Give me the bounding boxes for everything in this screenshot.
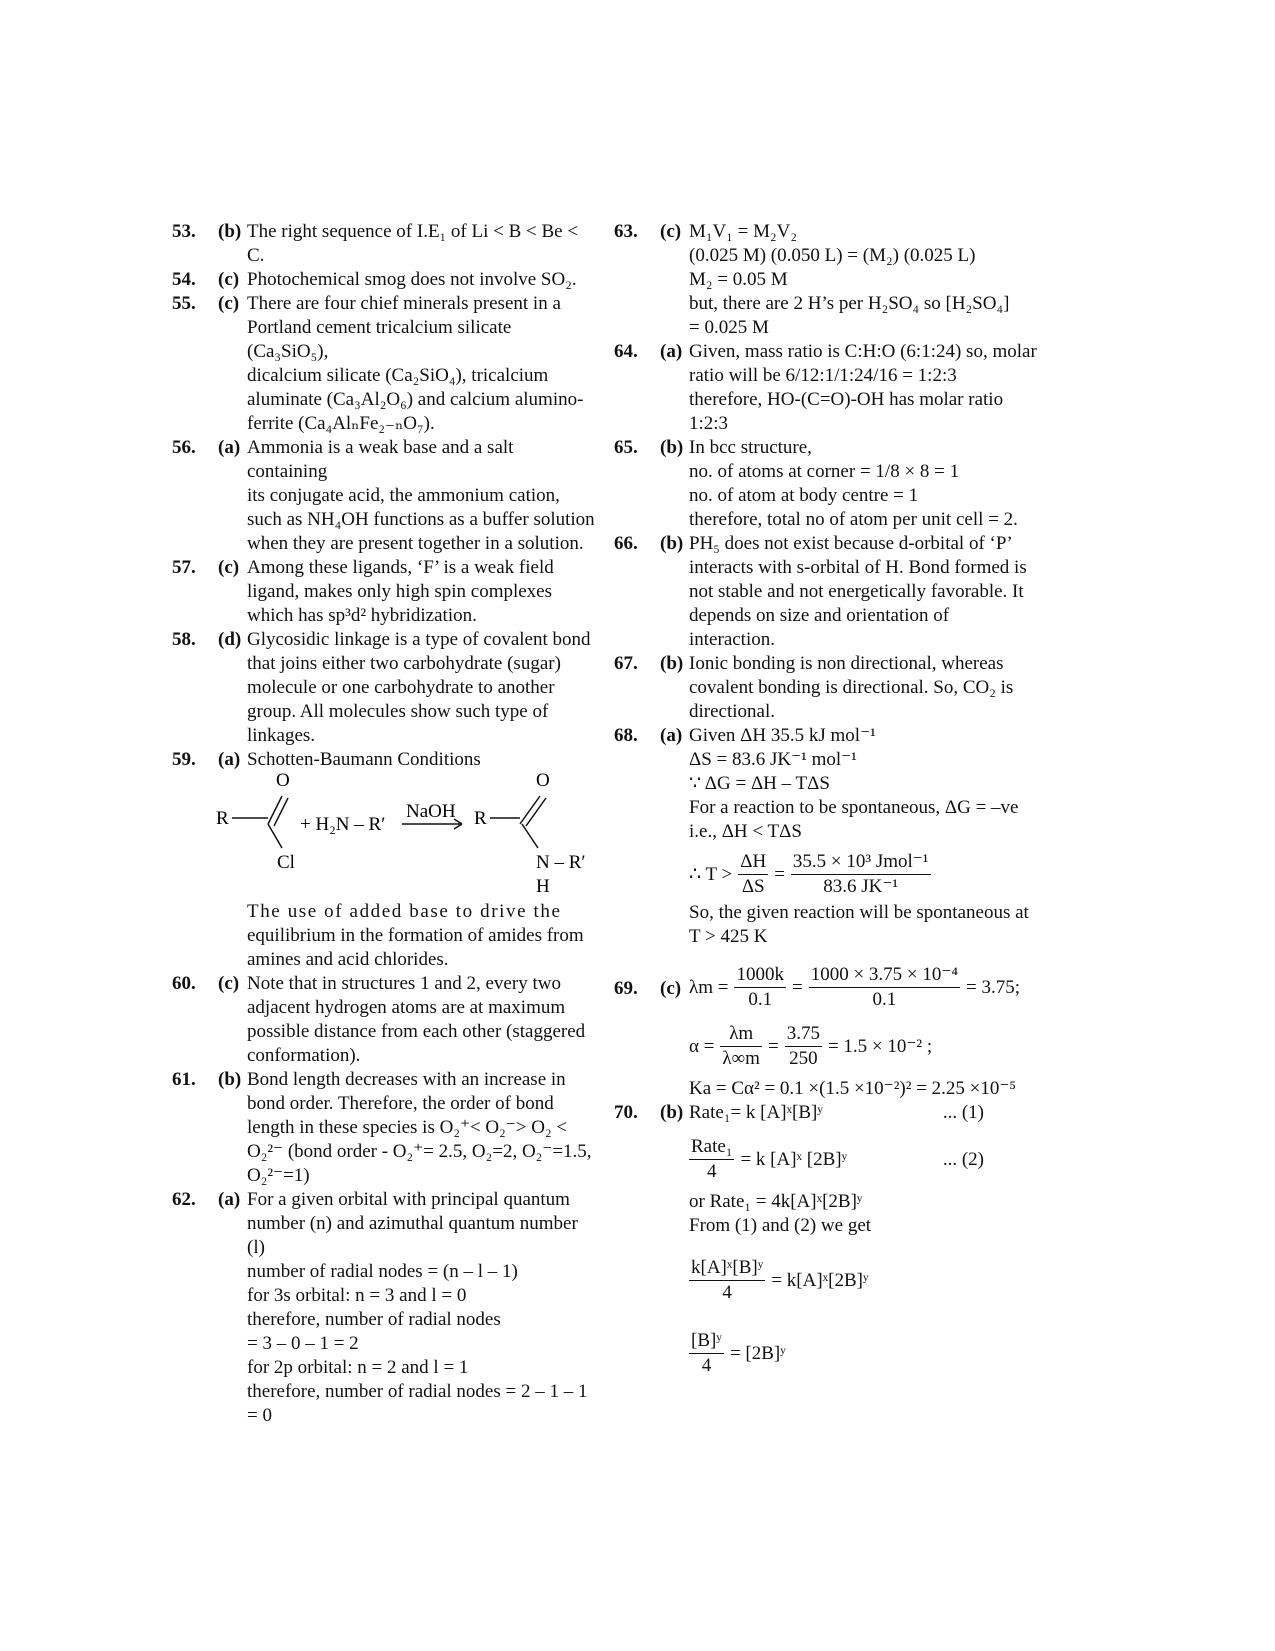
question-item: [172, 1068, 596, 1188]
text-line: or Rate₁ = 4k[A]ˣ[2B]ʸ: [689, 1191, 863, 1212]
math-text: = [2B]ʸ: [729, 1342, 786, 1364]
answer-explanation: [216, 748, 596, 972]
text-line: linkages.: [247, 725, 316, 746]
bond-line: [268, 824, 282, 848]
text-line: interaction.: [689, 629, 775, 650]
answer-explanation: [247, 268, 596, 292]
bond-line: [522, 824, 538, 848]
question-number: 64.: [614, 341, 638, 362]
spacer: [689, 1012, 1044, 1022]
answer-option: (c): [218, 269, 240, 290]
text-line: i.e., ΔH < TΔS: [689, 821, 802, 842]
denominator: 250: [789, 1048, 818, 1069]
numerator: k[A]ˣ[B]ʸ: [689, 1256, 765, 1281]
question-item: [172, 1188, 596, 1428]
question-item: [172, 556, 596, 628]
answer-option: (c): [660, 978, 682, 999]
question-number: 65.: [614, 437, 638, 458]
double-bond: [268, 796, 282, 824]
question-item: [614, 724, 1044, 949]
text-line: Ammonia is a weak base and a salt containing: [247, 437, 514, 482]
question-number: 67.: [614, 653, 638, 674]
text-line: ligand, makes only high spin complexes: [247, 581, 553, 602]
text-line: M₁V₁ = M₂V₂: [689, 221, 797, 242]
text-line: In bcc structure,: [689, 437, 812, 458]
numerator: 1000k: [734, 963, 786, 988]
fraction: [734, 963, 786, 1012]
denominator: λ∞m: [722, 1048, 760, 1069]
answer-explanation: [689, 1101, 1044, 1378]
answer-explanation: [689, 532, 1044, 652]
question-number: 61.: [172, 1069, 196, 1090]
text-line: its conjugate acid, the ammonium cation,: [247, 485, 560, 506]
answer-option: (d): [218, 629, 242, 650]
amide-nitrogen-label: N – R′: [536, 852, 586, 873]
text-line: Bond length decreases with an increase in: [247, 1069, 566, 1090]
text-line: O₂²⁻=1): [247, 1165, 310, 1186]
text-line: = 0: [247, 1405, 272, 1426]
answer-explanation: [247, 436, 596, 556]
math-text: =: [774, 863, 785, 885]
math-text: = k [A]ˣ [2B]ʸ: [740, 1148, 848, 1170]
question-item: [614, 436, 1044, 532]
text-line: not stable and not energetically favorable. It: [689, 581, 1024, 602]
text-line: that joins either two carbohydrate (sugar): [247, 653, 561, 674]
right-column: [614, 220, 1044, 1378]
text-line: interacts with s-orbital of H. Bond formed is: [689, 557, 1027, 578]
answer-explanation: [247, 972, 596, 1068]
denominator: ΔS: [741, 876, 765, 897]
text-line: ∵ ΔG = ΔH – TΔS: [689, 773, 830, 794]
text-line: = 3 – 0 – 1 = 2: [247, 1333, 359, 1354]
fraction: [689, 1256, 765, 1305]
reaction-scheme: [172, 772, 596, 900]
answer-explanation: [247, 1068, 596, 1188]
answer-option: (c): [218, 293, 240, 314]
text-line: no. of atom at body centre = 1: [689, 485, 919, 506]
answer-explanation: [247, 292, 596, 436]
text-line: Given, mass ratio is C:H:O (6:1:24) so, molar: [689, 341, 1037, 362]
text-line: T > 425 K: [689, 926, 768, 947]
text-line: conformation).: [247, 1045, 361, 1066]
answer-explanation: [689, 652, 1044, 724]
answer-explanation: [247, 1188, 596, 1428]
answer-explanation: [689, 220, 1044, 340]
question-number: 70.: [614, 1102, 638, 1123]
text-line: Among these ligands, ‘F’ is a weak field: [247, 557, 554, 578]
left-column: [172, 220, 596, 1428]
text-line: PH₅ does not exist because d-orbital of ‘P’: [689, 533, 1013, 554]
spacer: [689, 1238, 1044, 1256]
molar-conductivity-equation: [689, 963, 1044, 1012]
answer-option: (b): [660, 1102, 684, 1123]
question-number: 57.: [172, 557, 196, 578]
text-line: molecule or one carbohydrate to another: [247, 677, 555, 698]
text-line: when they are present together in a solution.: [247, 533, 584, 554]
numerator: λm: [720, 1022, 762, 1047]
denominator: 4: [706, 1161, 717, 1182]
math-text: λm =: [689, 976, 729, 998]
question-item: [614, 652, 1044, 724]
oxygen-label: O: [536, 772, 550, 791]
question-item: [172, 628, 596, 748]
denominator: 83.6 JK⁻¹: [823, 876, 899, 897]
text-line: which has sp³d² hybridization.: [247, 605, 477, 626]
answer-option: (a): [218, 437, 241, 458]
text-line: dicalcium silicate (Ca₂SiO₄), tricalcium: [247, 365, 549, 386]
math-text: = 1.5 × 10⁻² ;: [827, 1035, 933, 1057]
question-item: [172, 436, 596, 556]
text-line: From (1) and (2) we get: [689, 1215, 872, 1236]
math-text: α =: [689, 1035, 715, 1057]
numerator: 1000 × 3.75 × 10⁻⁴: [809, 963, 960, 988]
numerator: 35.5 × 10³ Jmol⁻¹: [791, 850, 931, 875]
answer-explanation: [689, 436, 1044, 532]
denominator: 4: [722, 1282, 732, 1303]
chlorine-label: Cl: [277, 852, 295, 873]
text-line: ratio will be 6/12:1/1:24/16 = 1:2:3: [689, 365, 957, 386]
answer-explanation: [247, 628, 596, 748]
text-line: number (n) and azimuthal quantum number: [247, 1213, 578, 1234]
fraction: [738, 850, 768, 899]
r-group-label: R: [216, 808, 229, 829]
math-text: = 3.75;: [966, 976, 1021, 998]
question-item: [614, 532, 1044, 652]
simplified-equation: [689, 1329, 1044, 1378]
text-line: directional.: [689, 701, 775, 722]
math-text: =: [767, 1035, 779, 1057]
scheme-title: Schotten-Baumann Conditions: [247, 749, 481, 770]
text-line: Given ΔH 35.5 kJ mol⁻¹: [689, 725, 876, 746]
equation-number: ... (1): [942, 1102, 984, 1123]
question-number: 62.: [172, 1189, 196, 1210]
text-line: length in these species is O₂⁺< O₂⁻> O₂ <: [247, 1117, 568, 1138]
math-text: =: [791, 976, 803, 998]
answer-option: (c): [218, 557, 240, 578]
question-item: [614, 340, 1044, 436]
oxygen-label: O: [276, 772, 290, 791]
double-bond: [274, 798, 288, 826]
text-line: aluminate (Ca₃Al₂O₆) and calcium alumino-: [247, 389, 584, 410]
numerator: 3.75: [785, 1022, 822, 1047]
hydrogen-label: H: [536, 876, 550, 897]
answer-option: (b): [660, 653, 684, 674]
question-item: [614, 963, 1044, 1101]
text-line: Portland cement tricalcium silicate (Ca₃SiO₅),: [247, 317, 512, 362]
numerator: Rate₁: [689, 1135, 734, 1160]
question-number: 66.: [614, 533, 638, 554]
text-line: but, there are 2 H’s per H₂SO₄ so [H₂SO₄]: [689, 293, 1010, 314]
denominator: 0.1: [748, 989, 773, 1010]
question-number: 68.: [614, 725, 638, 746]
spacer: [689, 1305, 1044, 1329]
answer-option: (b): [660, 437, 684, 458]
text-line: depends on size and orientation of: [689, 605, 950, 626]
question-item: [614, 220, 1044, 340]
rate-ratio-equation: [689, 1256, 1044, 1305]
text-line: no. of atoms at corner = 1/8 × 8 = 1: [689, 461, 960, 482]
text-line: (0.025 M) (0.050 L) = (M₂) (0.025 L): [689, 245, 976, 266]
text-line: bond order. Therefore, the order of bond: [247, 1093, 554, 1114]
question-item: [172, 220, 596, 268]
text-line: The right sequence of I.E₁ of Li < B < Be < C.: [247, 221, 579, 266]
text-line: So, the given reaction will be spontaneous at: [689, 902, 1029, 923]
text-line: such as NH₄OH functions as a buffer solution: [247, 509, 595, 530]
text-line: Ionic bonding is non directional, whereas: [689, 653, 1004, 674]
question-number: 55.: [172, 293, 196, 314]
text-line: number of radial nodes = (n – l – 1): [247, 1261, 518, 1282]
question-number: 53.: [172, 221, 196, 242]
answer-explanation: [689, 724, 1044, 949]
answer-option: (b): [218, 221, 242, 242]
answer-option: (a): [218, 1189, 241, 1210]
equation-number: ... (2): [942, 1148, 984, 1170]
math-text: Rate₁= k [A]ˣ[B]ʸ: [689, 1102, 823, 1123]
text-line: adjacent hydrogen atoms are at maximum: [247, 997, 566, 1018]
text-line: therefore, HO-(C=O)-OH has molar ratio 1:2:3: [689, 389, 1004, 434]
text-line: Glycosidic linkage is a type of covalent bond: [247, 629, 591, 650]
question-item: [172, 748, 596, 972]
answer-option: (a): [218, 749, 241, 770]
text-line: M₂ = 0.05 M: [689, 269, 788, 290]
temperature-equation: [689, 850, 1044, 899]
text-line: The use of added base to drive the: [247, 901, 562, 922]
question-item: [614, 1101, 1044, 1378]
text-line: Note that in structures 1 and 2, every two: [247, 973, 561, 994]
answer-option: (b): [218, 1069, 242, 1090]
text-line: therefore, number of radial nodes: [247, 1309, 501, 1330]
answer-option: (c): [660, 221, 682, 242]
text-line: There are four chief minerals present in a: [247, 293, 561, 314]
fraction: [720, 1022, 762, 1071]
question-number: 56.: [172, 437, 196, 458]
text-line: ΔS = 83.6 JK⁻¹ mol⁻¹: [689, 749, 857, 770]
question-number: 63.: [614, 221, 638, 242]
answer-option: (a): [660, 341, 683, 362]
question-item: [172, 268, 596, 292]
question-number: 69.: [614, 978, 638, 999]
text-line: possible distance from each other (staggered: [247, 1021, 586, 1042]
answer-option: (a): [660, 725, 683, 746]
text-line: Ka = Cα² = 0.1 ×(1.5 ×10⁻²)² = 2.25 ×10⁻⁵: [689, 1078, 1016, 1099]
numerator: ΔH: [738, 850, 768, 875]
question-item: [172, 972, 596, 1068]
fraction: [689, 1135, 734, 1184]
text-line: group. All molecules show such type of: [247, 701, 549, 722]
rate-equation-1: [689, 1101, 1044, 1125]
spacer: [689, 1125, 1044, 1135]
question-number: 60.: [172, 973, 196, 994]
answer-option: (c): [218, 973, 240, 994]
fraction: [791, 850, 931, 899]
denominator: 0.1: [872, 989, 897, 1010]
text-line: ferrite (Ca₄AlₙFe₂₋ₙO₇).: [247, 413, 435, 434]
rate-equation-2: [689, 1135, 1044, 1184]
text-line: covalent bonding is directional. So, CO₂ is: [689, 677, 1014, 698]
text-line: (l): [247, 1237, 265, 1258]
text-line: = 0.025 M: [689, 317, 769, 338]
question-item: [172, 292, 596, 436]
numerator: [B]ʸ: [689, 1329, 724, 1354]
answer-option: (b): [660, 533, 684, 554]
text-line: therefore, number of radial nodes = 2 – 1 – 1: [247, 1381, 588, 1402]
answer-explanation: [689, 340, 1044, 436]
fraction: [809, 963, 960, 1012]
fraction: [785, 1022, 822, 1071]
fraction: [689, 1329, 724, 1378]
answer-explanation: [689, 963, 1044, 1101]
math-text: ∴ T >: [689, 863, 733, 885]
text-line: For a given orbital with principal quantum: [247, 1189, 570, 1210]
reaction-scheme-drawing: [172, 772, 596, 900]
answer-explanation: [247, 556, 596, 628]
text-line: amines and acid chlorides.: [247, 949, 449, 970]
question-number: 54.: [172, 269, 196, 290]
answer-explanation: [247, 220, 596, 268]
degree-dissociation-equation: [689, 1022, 1044, 1071]
r-group-label: R: [474, 808, 487, 829]
reagent-label: + H₂N – R′: [300, 814, 386, 835]
denominator: 4: [701, 1355, 712, 1376]
question-number: 58.: [172, 629, 196, 650]
text-line: equilibrium in the formation of amides from: [247, 925, 584, 946]
text-line: for 2p orbital: n = 2 and l = 1: [247, 1357, 469, 1378]
text-line: therefore, total no of atom per unit cell = 2.: [689, 509, 1018, 530]
text-line: O₂²⁻ (bond order - O₂⁺= 2.5, O₂=2, O₂⁻=1.5,: [247, 1141, 592, 1162]
question-number: 59.: [172, 749, 196, 770]
condition-label: NaOH: [406, 801, 456, 822]
math-text: = k[A]ˣ[2B]ʸ: [771, 1269, 869, 1291]
text-line: for 3s orbital: n = 3 and l = 0: [247, 1285, 467, 1306]
text-line: For a reaction to be spontaneous, ΔG = –ve: [689, 797, 1019, 818]
text-line: Photochemical smog does not involve SO₂.: [247, 269, 577, 290]
